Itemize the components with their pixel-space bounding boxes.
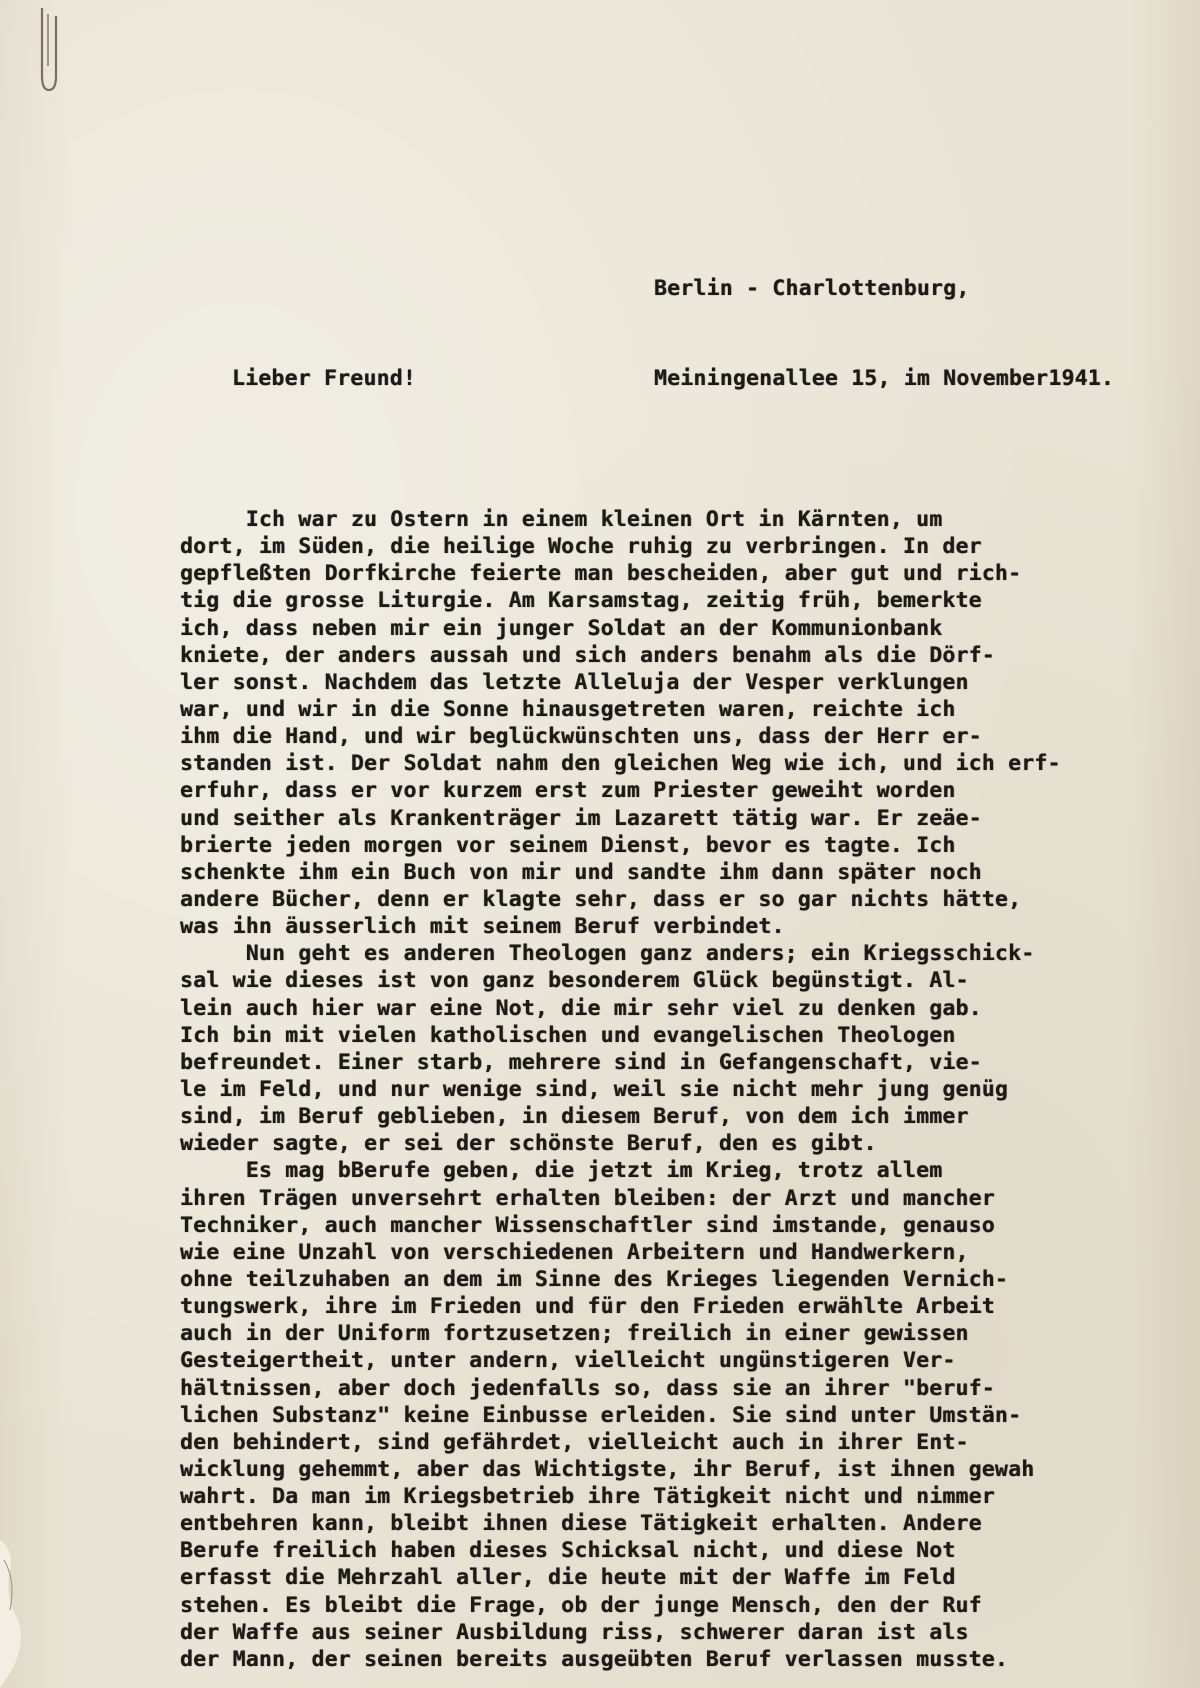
body-line: Gesteigertheit, unter andern, vielleicht ungünstigeren Ver- bbox=[180, 1348, 956, 1374]
body-line: Ich war zu Ostern in einem kleinen Ort in Kärnten, um bbox=[180, 507, 943, 532]
body-line: auch in der Uniform fortzusetzen; freilich in einer gewissen bbox=[180, 1321, 969, 1347]
address-line-city: Berlin - Charlottenburg, bbox=[654, 276, 970, 301]
body-line: Techniker, auch mancher Wissenschaftler sind imstande, genauso bbox=[180, 1212, 995, 1238]
body-line: wicklung gehemmt, aber das Wichtigste, ihr Beruf, ist ihnen gewah bbox=[180, 1456, 1035, 1482]
body-line: tungswerk, ihre im Frieden und für den Frieden erwählte Arbeit bbox=[180, 1294, 995, 1320]
body-line: schenkte ihm ein Buch von mir und sandte ihm dann später noch bbox=[180, 859, 982, 885]
body-line: lichen Substanz" keine Einbusse erleiden. Sie sind unter Umstän- bbox=[180, 1402, 1022, 1428]
body-line: dort, im Süden, die heilige Woche ruhig zu verbringen. In der bbox=[180, 534, 982, 560]
body-line: entbehren kann, bleibt ihnen diese Tätigkeit erhalten. Andere bbox=[180, 1511, 982, 1537]
body-line: lein auch hier war eine Not, die mir sehr viel zu denken gab. bbox=[180, 995, 982, 1021]
body-line: befreundet. Einer starb, mehrere sind in Gefangenschaft, vie- bbox=[180, 1049, 982, 1075]
body-line: und seither als Krankenträger im Lazarett tätig war. Er zeäe- bbox=[180, 805, 982, 831]
body-line: Nun geht es anderen Theologen ganz anders; ein Kriegsschick- bbox=[180, 941, 1035, 967]
body-line: le im Feld, und nur wenige sind, weil sie nicht mehr jung genüg bbox=[180, 1076, 1009, 1102]
body-line: kniete, der anders aussah und sich anders benahm als die Dörf- bbox=[180, 642, 995, 668]
body-line: gepfleßten Dorfkirche feierte man bescheiden, aber gut und rich- bbox=[180, 561, 1022, 587]
letter-body bbox=[180, 506, 1170, 1673]
body-line: was ihn äusserlich mit seinem Beruf verbindet. bbox=[180, 914, 785, 940]
body-line: ihren Trägen unversehrt erhalten bleiben: der Arzt und mancher bbox=[180, 1185, 995, 1211]
body-line: sind, im Beruf geblieben, in diesem Beruf, von dem ich immer bbox=[180, 1104, 969, 1130]
body-line: Berufe freilich haben dieses Schicksal nicht, und diese Not bbox=[180, 1538, 956, 1564]
body-line: den behindert, sind gefährdet, vielleicht auch in ihrer Ent- bbox=[180, 1429, 969, 1455]
body-line: ihm die Hand, und wir beglückwünschten uns, dass der Herr er- bbox=[180, 724, 982, 750]
body-line: tig die grosse Liturgie. Am Karsamstag, zeitig früh, bemerkte bbox=[180, 588, 982, 614]
body-line: war, und wir in die Sonne hinausgetreten waren, reichte ich bbox=[180, 696, 956, 722]
body-line: Es mag bBerufe geben, die jetzt im Krieg, trotz allem bbox=[180, 1158, 943, 1184]
body-line: ler sonst. Nachdem das letzte Alleluja der Vesper verklungen bbox=[180, 669, 969, 695]
body-line: der Waffe aus seiner Ausbildung riss, schwerer daran ist als bbox=[180, 1619, 969, 1645]
body-line: der Mann, der seinen bereits ausgeübten Beruf verlassen musste. bbox=[180, 1646, 1009, 1672]
body-line: andere Bücher, denn er klagte sehr, dass er so gar nichts hätte, bbox=[180, 886, 1022, 912]
body-line: Ich bin mit vielen katholischen und evangelischen Theologen bbox=[180, 1022, 956, 1048]
torn-edge-mark bbox=[0, 1380, 48, 1688]
body-line: erfasst die Mehrzahl aller, die heute mit der Waffe im Feld bbox=[180, 1565, 956, 1591]
body-line: wahrt. Da man im Kriegsbetrieb ihre Tätigkeit nicht und nimmer bbox=[180, 1484, 995, 1510]
body-line: ich, dass neben mir ein junger Soldat an der Kommunionbank bbox=[180, 615, 943, 641]
body-line: wie eine Unzahl von verschiedenen Arbeitern und Handwerkern, bbox=[180, 1239, 969, 1265]
body-line: wieder sagte, er sei der schönste Beruf, den es gibt. bbox=[180, 1131, 877, 1157]
body-line: hältnissen, aber doch jedenfalls so, dass sie an ihrer "beruf- bbox=[180, 1375, 995, 1401]
sender-address bbox=[654, 214, 1114, 454]
body-line: stehen. Es bleibt die Frage, ob der junge Mensch, den der Ruf bbox=[180, 1592, 982, 1618]
body-line: brierte jeden morgen vor seinem Dienst, bevor es tagte. Ich bbox=[180, 832, 956, 858]
body-line: sal wie dieses ist von ganz besonderem Glück begünstigt. Al- bbox=[180, 968, 969, 994]
body-line: erfuhr, dass er vor kurzem erst zum Priester geweiht worden bbox=[180, 778, 956, 804]
salutation: Lieber Freund! bbox=[232, 366, 417, 391]
address-line-street-date: Meiningenallee 15, im November1941. bbox=[654, 366, 1115, 391]
paperclip-icon bbox=[36, 6, 62, 96]
body-line: standen ist. Der Soldat nahm den gleichen Weg wie ich, und ich erf- bbox=[180, 751, 1061, 777]
body-line: ohne teilzuhaben an dem im Sinne des Krieges liegenden Vernich- bbox=[180, 1266, 1009, 1292]
